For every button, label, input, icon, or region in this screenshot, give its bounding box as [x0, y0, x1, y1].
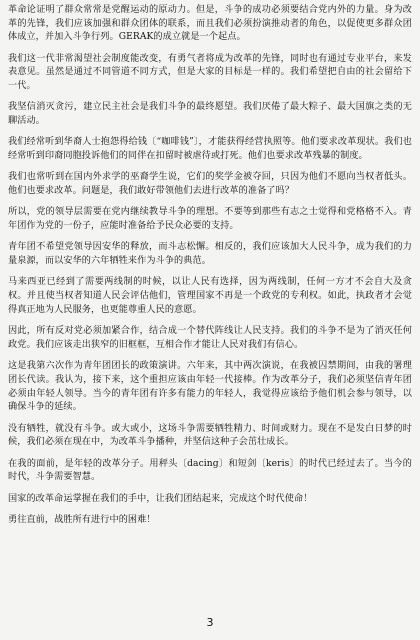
paragraph: 国家的改革命运掌握在我们的手中，让我们团结起来，完成这个时代使命！ — [8, 493, 313, 504]
paragraph: 我们这一代非常渴望社会制度能改变，有勇气者将成为改革的先锋，同时也有通过专业平台，来发表意见。虽然是通过不同管道不同方式，但是大家的目标是一样的。我们希望把自由的社会留给下一代。 — [8, 53, 412, 92]
paragraph: 在我的面前，是年轻的改革分子。用秤头〔dacing〕和短剑〔keris〕的时代已经过去了。当今的时代，斗争需要智慧。 — [8, 458, 412, 483]
paragraph: 我坚信消灭贪污，建立民主社会是我们斗争的最终愿望。我们厌倦了最大粽子、最大国旗之类的无聊活动。 — [8, 102, 412, 127]
paragraph: 勇往直前，战胜所有进行中的困难！ — [8, 514, 156, 525]
paragraph: 这是我第六次作为青年团团长的政策演讲。六年来，其中两次演说，在我被囚禁期间，由我的署理团长代读。我认为，接下来，这个重担应该由年轻一代接棒。作为改革分子，我们必须坚信青年团必须由年轻人领导。当今的青年团有许多有能力的年轻人，我觉得应该给予他们机会参与领导，以确保斗争的延续。 — [8, 361, 412, 413]
paragraph: 因此，所有反对党必须加紧合作，结合成一个替代阵线让人民支持。我们的斗争不是为了消灭任何政党。我们应该走出狭窄的旧框框，互相合作才能让人民对我们有信心。 — [8, 326, 412, 350]
paragraph: 革命论证明了群众常常是党醒运动的原动力。但是，斗争的成功必须要结合党内外的力量。身为改革的先锋，我们应该加强和群众团体的联系，而且我们必须扮演推动者的角色，以促使更多群众团体成立，并加入斗争行列。GERAK的成立就是一个起点。 — [8, 5, 412, 43]
paragraph: 所以，党的领导层需要在党内继续教导斗争的理想。不要等到那些有志之士觉得和党格格不入。青年团作为党的一份子，应能时准备给予民众必要的支持。 — [8, 207, 412, 232]
paragraph: 青年团不希望党领导因安华的释放，而斗志松懈。相反的，我们应该加大人民斗争，成为我们的力量泉源，而以安华的六年牺牲来作为斗争的典范。 — [8, 242, 412, 267]
paragraph: 马来西亚已经到了需要两线制的时候，以让人民有选择，因为两线制，任何一方才不会自大及贪权。并且使当权者知道人民会评估他们，管理国家不再是一个政党的专利权。如此，执政者才会觉得真正地为人民服务，也更能尊重人民的意愿。 — [8, 277, 412, 315]
paragraph: 我们经常听到华裔人士抱怨得给钱〔“咖啡钱”〕，才能获得经营执照等。他们要求改革现状。我们也经常听到印裔同胞投诉他们的同伴在扣留时被虐待或打死。他们也要求改革残暴的制度。 — [8, 137, 412, 162]
page-number: 3 — [206, 616, 214, 629]
paragraph: 我们也常听到在国内外求学的巫裔学生说，它们的奖学金被夺回，只因为他们不愿向当权者低头。他们也要求改革。问题是，我们敢好带领他们去进行改革的准备了吗？ — [8, 172, 412, 197]
paragraph: 没有牺牲，就没有斗争。或大或小，这场斗争需要牺牲精力、时间或财力。现在不是发白日梦的时候，我们必须在现在中，为改革斗争播种，并坚信这种子会茁壮成长。 — [8, 423, 412, 448]
